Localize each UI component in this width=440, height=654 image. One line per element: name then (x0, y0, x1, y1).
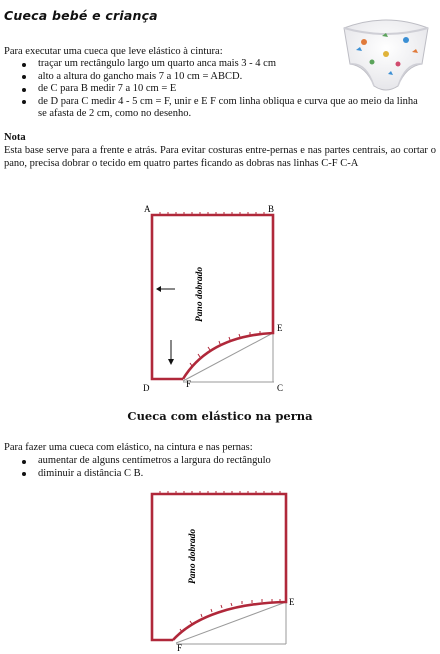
page-title: Cueca bebé e criança (4, 8, 158, 23)
fold-label: Pano dobrado (188, 528, 198, 584)
point-e-label: E (289, 597, 295, 607)
point-b-label: B (268, 204, 275, 214)
fold-label: Pano dobrado (195, 266, 205, 322)
section-caption: Cueca com elástico na perna (127, 409, 313, 423)
list-item: de C para B medir 7 a 10 cm = E (4, 83, 428, 96)
point-d-label: D (143, 383, 150, 393)
arrow-down-icon (168, 340, 174, 365)
list-item: diminuir a distância C B. (4, 468, 428, 481)
list-item: traçar um rectângulo largo um quarto anca mais 3 - 4 cm (4, 58, 428, 71)
intro-text: Para executar uma cueca que leve elástico à cintura: (4, 46, 223, 57)
point-f-label: F (186, 379, 192, 389)
pattern-outline (152, 215, 273, 379)
list-item: aumentar de alguns centímetros a largura do rectângulo (4, 455, 428, 468)
steps-list (4, 58, 428, 121)
pattern-outline (152, 494, 286, 640)
guide-line-ef (183, 333, 273, 381)
pattern-diagram-basic (140, 200, 300, 396)
point-f-label: F (177, 643, 183, 653)
list-item: de D para C medir 4 - 5 cm = F, unir e E F com linha obliqua e curva que ao meio da linha se afasta de 2 cm, como no desenho. (4, 96, 428, 121)
point-e-label: E (277, 323, 283, 333)
point-a-label: A (144, 204, 151, 214)
intro2-text: Para fazer uma cueca com elástico, na cintura e nas pernas: (4, 442, 253, 453)
arrow-left-icon (156, 286, 175, 292)
note-text: Esta base serve para a frente e atrás. Para evitar costuras entre-pernas e nas partes centrais, ao cortar o pano, precisa dobrar o tecido em quatro partes ficando as dobras nas linhas C-F C-A (4, 145, 436, 169)
pattern-diagram-elastic (140, 488, 300, 654)
list-item: alto a altura do gancho mais 7 a 10 cm = ABCD. (4, 71, 428, 84)
note-heading: Nota (4, 132, 26, 143)
point-c-label: C (277, 383, 284, 393)
steps2-list (4, 455, 428, 480)
